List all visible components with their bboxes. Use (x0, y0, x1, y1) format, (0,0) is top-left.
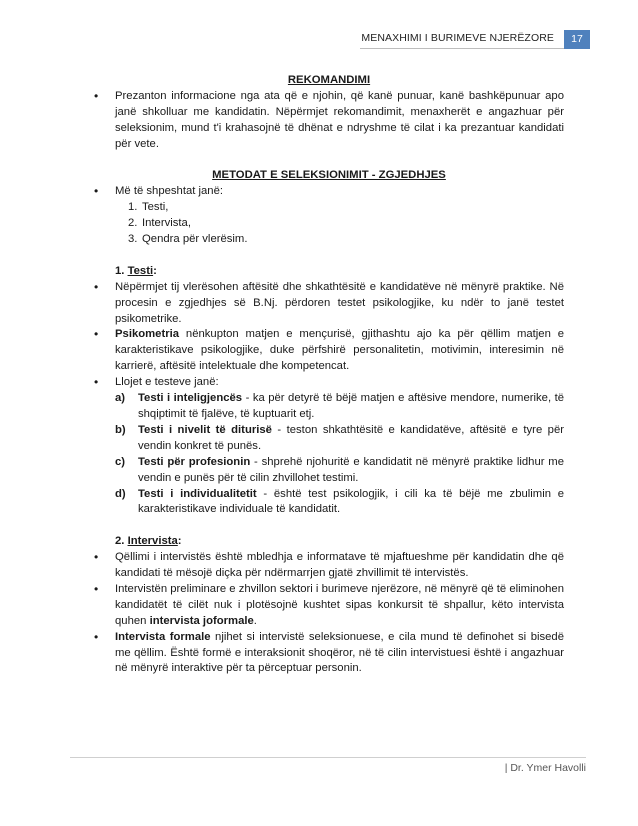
subsection-heading-testi: 1. Testi: (115, 264, 157, 277)
document-body (94, 73, 564, 677)
page-footer (70, 757, 586, 774)
bullet-paragraph: • Intervista formale njihet si intervistë seleksionuese, e cila mund të definohet si bisedë me qëllim. Është formë e interaksionit shoqëror, në të cilin intervistuesi është i angazhuar në mënyrë interaktive për ta përceptuar personin. (94, 630, 564, 678)
bullet-paragraph: • Llojet e testeve janë: (94, 375, 564, 391)
section-heading-rekomandimi: REKOMANDIMI (287, 74, 371, 86)
bullet-paragraph: • Psikometria nënkupton matjen e mençurisë, gjithashtu ajo ka për qëllim matjen e karakteristikave psikologjike, duke përfshirë personalitetin, motivimin, interesimin në karrierë, aftësitë intelektuale dhe kompetencat. (94, 327, 564, 375)
numbered-list (94, 200, 564, 248)
list-item: 2. Intervista, (128, 217, 191, 230)
bullet-paragraph: • Intervistën preliminare e zhvillon sektori i burimeve njerëzore, në mënyrë që të eliminohen kandidatët të cilët nuk i plotësojnë kushtet sipas konkursit të shpallur, këto intervista quhen intervista joformale. (94, 582, 564, 630)
header-rule (360, 48, 570, 49)
bullet-paragraph: • Prezanton informacione nga ata që e njohin, që kanë punuar, kanë bashkëpunuar apo janë shkolluar me kandidatin. Nëpërmjet rekomandimit, menaxherët e angazhuar për seleksionim, mund t'i krahasojnë të dhënat e ndryshme të cilat i ka prezantuar kandidati për vete. (94, 89, 564, 153)
page-header (0, 28, 638, 50)
list-item: b) Testi i nivelit të diturisë - teston shkathtësitë e kandidatëve, aftësitë e tyre për vendin konkret të punës. (115, 423, 565, 452)
running-header-title: MENAXHIMI I BURIMEVE NJERËZORE (361, 32, 554, 44)
bullet-paragraph: • Më të shpeshtat janë: (94, 184, 564, 200)
footer-author: | Dr. Ymer Havolli (504, 762, 586, 774)
bullet-paragraph: • Qëllimi i intervistës është mbledhja e informatave të mjaftueshme për kandidatin dhe që kandidati të mësojë diçka për ndërmarrjen gjatë zhvillimit të intervistës. (94, 550, 564, 582)
bullet-paragraph: • Nëpërmjet tij vlerësohen aftësitë dhe shkathtësitë e kandidatëve në mënyrë praktike. Në procesin e zgjedhjes së B.Nj. përdoren testet psikologjike, ku ndër to janë testet psikometrike. (94, 280, 564, 328)
list-item: c) Testi për profesionin - shprehë njohuritë e kandidatit në mënyrë praktike lidhur me vendin e punës për të cilin zhvillohet testimi. (115, 455, 565, 484)
list-item: 1. Testi, (128, 201, 169, 214)
footer-rule (70, 757, 586, 758)
page-number-badge: 17 (564, 30, 590, 49)
subsection-heading-intervista: 2. Intervista: (115, 535, 182, 548)
list-item: d) Testi i individualitetit - është test psikologjik, i cili ka të bëjë me zbulimin e karakteristikave individuale të kandidatit. (115, 487, 565, 516)
list-item: a) Testi i inteligjencës - ka për detyrë të bëjë matjen e aftësive mendore, numerike, të shqiptimit të fjalëve, të kuptuarit etj. (115, 392, 564, 420)
section-heading-metodat: METODAT E SELEKSIONIMIT - ZGJEDHJES (212, 169, 446, 182)
list-item: 3. Qendra për vlerësim. (128, 233, 248, 246)
